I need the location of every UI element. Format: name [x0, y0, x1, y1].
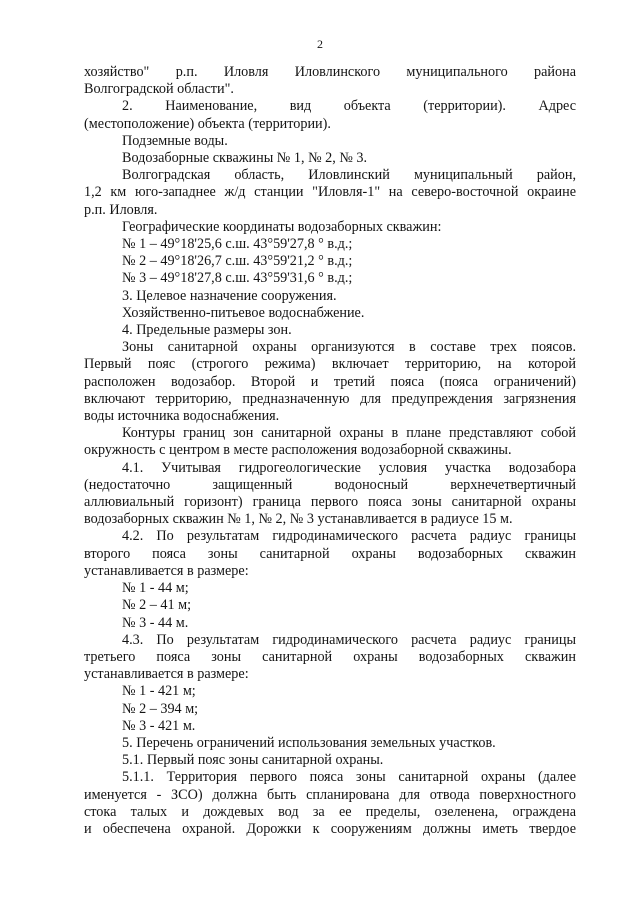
text-line: № 3 - 421 м.: [122, 717, 196, 734]
text-line: (местоположение) объекта (территории).: [84, 115, 331, 132]
document-body: [84, 64, 576, 838]
text-line: третьего пояса зоны санитарной охраны водозаборных скважин: [84, 648, 576, 665]
text-line: 4.2. По результатам гидродинамического расчета радиус границы: [122, 528, 576, 545]
text-line: № 2 – 49°18'26,7 с.ш. 43°59'21,2 ° в.д.;: [122, 253, 353, 270]
text-line: № 3 – 49°18'27,8 с.ш. 43°59'31,6 ° в.д.;: [122, 270, 353, 287]
text-line: 4.1. Учитывая гидрогеологические условия участка водозабора: [122, 459, 576, 476]
text-line: № 1 – 49°18'25,6 с.ш. 43°59'27,8 ° в.д.;: [122, 236, 353, 253]
text-line: аллювиальный горизонт) граница первого пояса зоны санитарной охраны: [84, 494, 576, 511]
text-line: расположен водозабор. Второй и третий пояса (пояса ограничений): [84, 373, 576, 390]
text-line: 4. Предельные размеры зон.: [122, 322, 292, 339]
text-line: 3. Целевое назначение сооружения.: [122, 287, 337, 304]
text-line: 5. Перечень ограничений использования земельных участков.: [122, 734, 496, 751]
text-line: Подземные воды.: [122, 132, 228, 149]
text-line: хозяйство" р.п. Иловля Иловлинского муниципального района: [84, 64, 576, 80]
text-line: Зоны санитарной охраны организуются в составе трех поясов.: [122, 339, 576, 356]
text-line: Волгоградская область, Иловлинский муниципальный район,: [122, 167, 576, 184]
text-line: Волгоградской области".: [84, 81, 234, 98]
text-line: включают территорию, предназначенную для предупреждения загрязнения: [84, 390, 576, 407]
text-line: Хозяйственно-питьевое водоснабжение.: [122, 304, 365, 321]
text-line: 5.1. Первый пояс зоны санитарной охраны.: [122, 752, 384, 769]
page-number: 2: [317, 37, 323, 51]
text-line: 4.3. По результатам гидродинамического расчета радиус границы: [122, 631, 576, 648]
text-line: 1,2 км юго-западнее ж/д станции "Иловля-1" на северо-восточной окраине: [84, 184, 576, 201]
text-line: водозаборных скважин № 1, № 2, № 3 устанавливается в радиусе 15 м.: [84, 511, 513, 528]
text-line: р.п. Иловля.: [84, 201, 158, 218]
text-line: стока талых и дождевых вод за ее пределы, озеленена, ограждена: [84, 803, 576, 820]
text-line: № 1 - 44 м;: [122, 580, 189, 597]
text-line: № 3 - 44 м.: [122, 614, 189, 631]
text-line: устанавливается в размере:: [84, 666, 249, 683]
text-line: устанавливается в размере:: [84, 562, 249, 579]
text-line: воды источника водоснабжения.: [84, 408, 280, 425]
text-line: № 2 – 394 м;: [122, 700, 199, 717]
text-line: окружность с центром в месте расположения водозаборной скважины.: [84, 442, 512, 459]
text-line: второго пояса зоны санитарной охраны водозаборных скважин: [84, 545, 576, 562]
text-line: именуется - ЗСО) должна быть спланирована для отвода поверхностного: [84, 786, 576, 803]
text-line: Контуры границ зон санитарной охраны в плане представляют собой: [122, 425, 576, 442]
text-line: № 2 – 41 м;: [122, 597, 192, 614]
text-line: и обеспечена охраной. Дорожки к сооружениям должны иметь твердое: [84, 820, 576, 837]
text-line: 5.1.1. Территория первого пояса зоны санитарной охраны (далее: [122, 769, 576, 786]
text-line: Географические координаты водозаборных скважин:: [122, 218, 442, 235]
text-line: Первый пояс (строгого режима) включает территорию, на которой: [84, 356, 576, 373]
text-line: Водозаборные скважины № 1, № 2, № 3.: [122, 150, 368, 167]
text-line: № 1 - 421 м;: [122, 683, 196, 700]
text-line: (недостаточно защищенный водоносный верхнечетвертичный: [84, 476, 576, 493]
text-line: 2. Наименование, вид объекта (территории). Адрес: [122, 98, 576, 115]
